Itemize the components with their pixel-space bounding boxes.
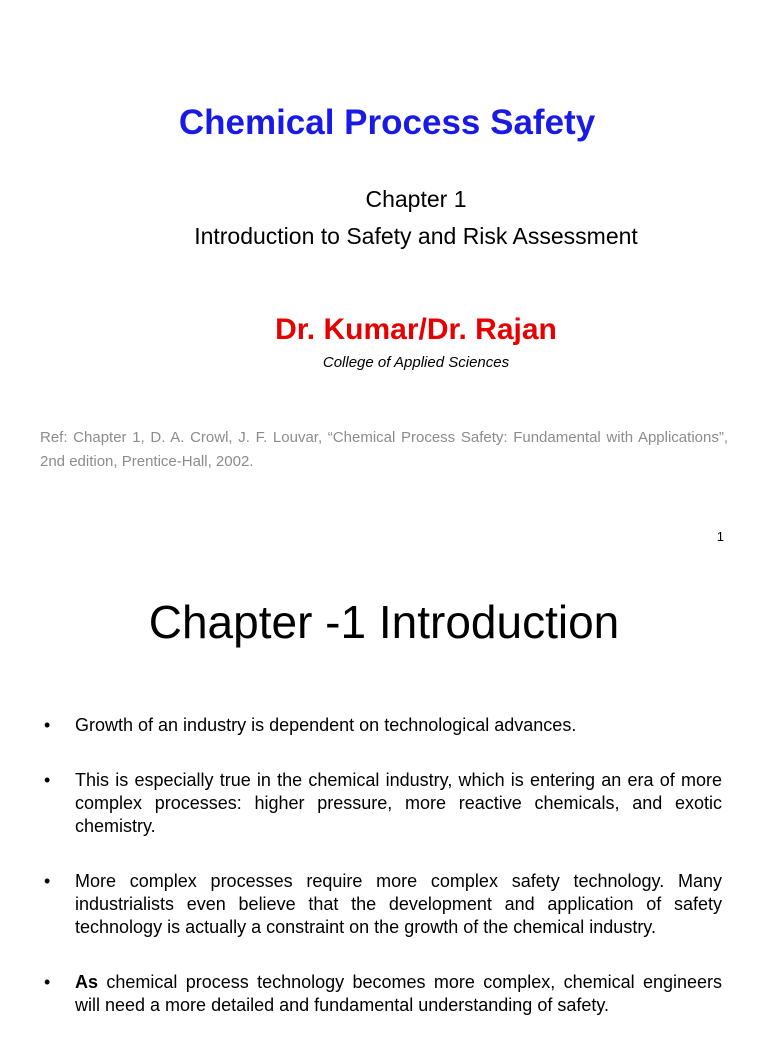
- bullet-list: [44, 714, 722, 1049]
- bullet-text: Growth of an industry is dependent on technological advances.: [75, 715, 577, 735]
- bullet-item: [44, 769, 722, 838]
- bullet-text: This is especially true in the chemical industry, which is entering an era of more complex processes: higher pressure, more reactive chemicals, and exotic chemistry.: [75, 770, 722, 836]
- bullet-icon: •: [44, 972, 51, 992]
- affiliation: College of Applied Sciences: [322, 354, 510, 371]
- bullet-item: [44, 714, 722, 737]
- reference-citation: Ref: Chapter 1, D. A. Crowl, J. F. Louvar, “Chemical Process Safety: Fundamental with Applications”, 2nd edition, Prentice-Hall, 2002.: [40, 429, 728, 470]
- bullet-text: chemical process technology becomes more complex, chemical engineers will need a more detailed and fundamental understanding of safety.: [75, 972, 722, 1015]
- bullet-lead: As: [75, 972, 99, 992]
- bullet-item: [44, 971, 722, 1017]
- introduction-slide: [0, 560, 768, 1024]
- bullet-item: [44, 870, 722, 939]
- page-number: 1: [716, 529, 724, 544]
- bullet-icon: •: [44, 770, 51, 790]
- slide-heading: Chapter -1 Introduction: [148, 596, 620, 648]
- bullet-icon: •: [44, 715, 51, 735]
- slide-title: Chemical Process Safety: [178, 103, 596, 142]
- bullet-icon: •: [44, 871, 51, 891]
- author-names: Dr. Kumar/Dr. Rajan: [275, 313, 557, 346]
- chapter-label: Chapter 1: [365, 186, 467, 212]
- bullet-text: More complex processes require more complex safety technology. Many industrialists even believe that the development and application of safety technology is actually a constraint on the growth of the chemical industry.: [75, 871, 722, 937]
- chapter-subtitle: Introduction to Safety and Risk Assessment: [194, 223, 638, 249]
